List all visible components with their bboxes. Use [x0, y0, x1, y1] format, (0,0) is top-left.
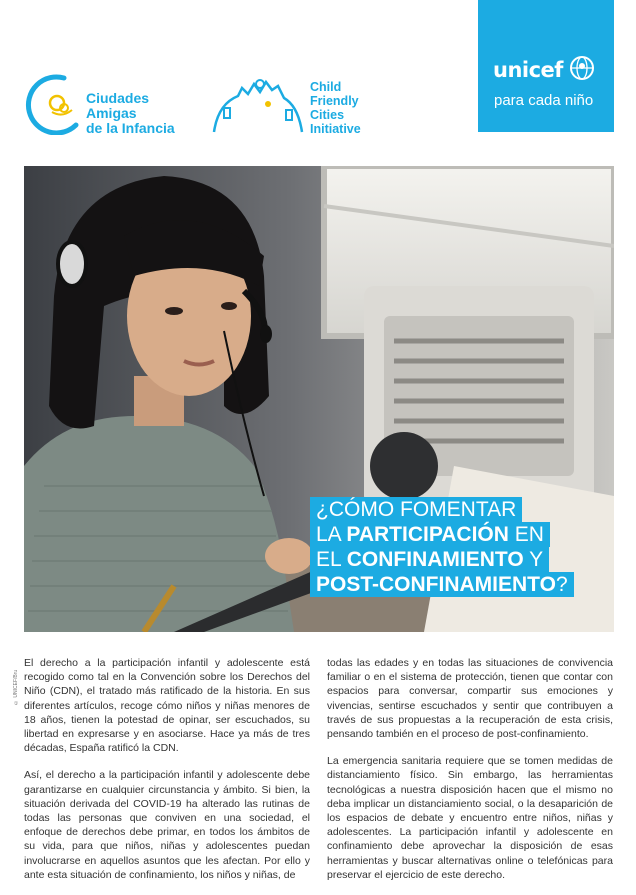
body-paragraph: La emergencia sanitaria requiere que se tomen medidas de distanciamiento físico. Sin embargo, las herramientas tecnológicas a nuestra disposición hacen que el mismo no deba implicar un distanciamiento social, o la desaparición de los espacios de debate y encuentro entre niños, niñas y adolescentes. La participación infantil y adolescente en confinamiento debe aprovechar la disposición de esas herramientas y buscar alternativas online o telefónicas para preservar el ejercicio de este derecho. [327, 755, 613, 881]
child-friendly-cities-logo-icon [208, 74, 308, 136]
unicef-globe-icon [569, 55, 595, 81]
title-line-2: LA PARTICIPACIÓN EN [310, 522, 550, 547]
body-paragraph: El derecho a la participación infantil y adolescente está recogido como tal en la Convención sobre los Derechos del Niño (CDN), el tratado más ratificado de la historia. En sus diferentes artículos, recoge cómo niños y niñas menores de 18 años, tienen la potestad de opinar, ser escuchados, su libertad en expresarse y en asociarse. Hace ya más de tres décadas, España ratificó la CDN. [24, 657, 310, 755]
body-column-right [327, 656, 613, 895]
page-title [310, 497, 574, 597]
body-paragraph: todas las edades y en todas las situaciones de convivencia familiar o en el sistema de protección, tienen que contar con espacios para conversar, compartir sus emociones y vivencias, sentirse escuchados y sentir que contribuyen a través de sus propuestas a la recuperación de esta crisis, pensando también en el proceso de post-confinamiento. [327, 657, 613, 741]
title-line-1: ¿CÓMO FOMENTAR [310, 497, 522, 522]
title-line-4: POST-CONFINAMIENTO? [310, 572, 574, 597]
photo-credit: © UNICEF/Bru [13, 669, 19, 705]
child-friendly-cities-label: Child Friendly Cities Initiative [310, 80, 361, 136]
unicef-logo-box [478, 0, 614, 132]
unicef-tagline: para cada niño [494, 92, 594, 109]
title-line-3: EL CONFINAMIENTO Y [310, 547, 549, 572]
body-column-left [24, 656, 310, 895]
ciudades-amigas-label: Ciudades Amigas de la Infancia [86, 90, 175, 136]
unicef-wordmark: unicef [493, 58, 563, 82]
body-paragraph: Así, el derecho a la participación infantil y adolescente debe garantizarse en cualquier circunstancia y ámbito. Si bien, la situación derivada del COVID-19 ha alterado las rutinas de todas las personas que conviven en una sociedad, el enfoque de derechos debe primar, en todos los ámbitos de su vida, para que niños, niñas y adolescentes puedan involucrarse en aquellos asuntos que les afectan. Por ello y ante esta situación de confinamiento, los niños y niñas, de [24, 769, 310, 881]
